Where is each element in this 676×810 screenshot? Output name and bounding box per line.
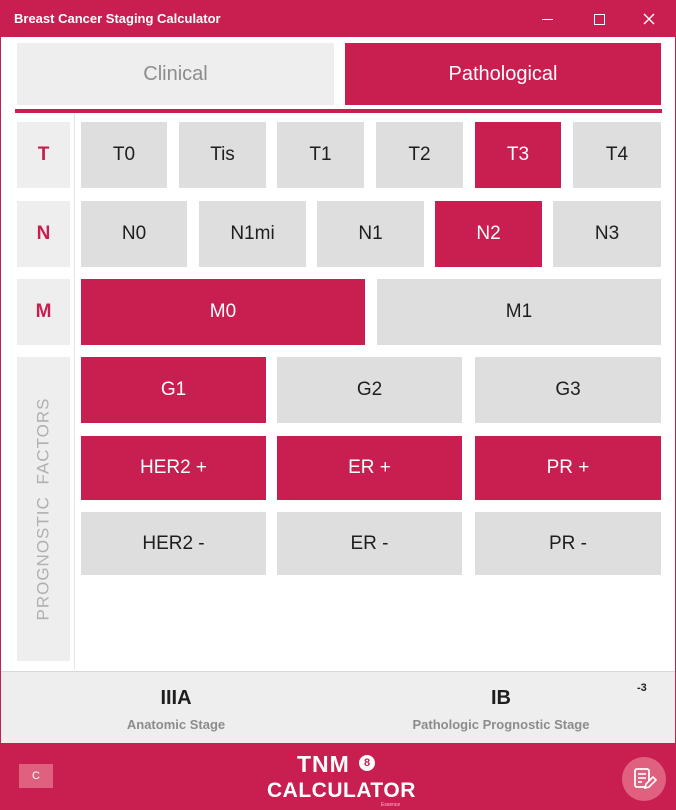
t-option-t2[interactable]: T2 xyxy=(376,122,463,188)
t-option-tis[interactable]: Tis xyxy=(179,122,266,188)
m-option-m0[interactable]: M0 xyxy=(81,279,365,345)
tnm-calculator-logo xyxy=(263,749,416,808)
title-bar xyxy=(1,1,675,37)
divider xyxy=(74,114,75,669)
n-option-n2[interactable]: N2 xyxy=(435,201,542,267)
her2-negative-button[interactable]: HER2 - xyxy=(81,512,266,575)
footer-bar xyxy=(1,743,675,809)
tab-pathological-label: Pathological xyxy=(448,62,558,85)
note-edit-icon xyxy=(631,766,657,792)
prognostic-factors-label xyxy=(17,357,70,661)
stage-superscript: -3 xyxy=(637,682,647,694)
t-option-t0[interactable]: T0 xyxy=(81,122,167,188)
anatomic-stage-caption: Anatomic Stage xyxy=(126,717,226,732)
logo-edition-badge: 8 xyxy=(359,755,375,771)
prognostic-factors-text: PROGNOSTIC FACTORS xyxy=(33,397,53,621)
close-icon xyxy=(643,13,655,25)
minimize-icon xyxy=(542,19,553,20)
prognostic-stage-caption: Pathologic Prognostic Stage xyxy=(412,717,590,732)
t-option-t3[interactable]: T3 xyxy=(475,122,561,188)
tab-clinical[interactable] xyxy=(17,43,334,105)
n-option-n1[interactable]: N1 xyxy=(317,201,424,267)
tab-underline xyxy=(15,109,662,113)
window-title: Breast Cancer Staging Calculator xyxy=(14,11,221,26)
maximize-icon xyxy=(594,14,605,25)
grade-option-g2[interactable]: G2 xyxy=(277,357,462,423)
her2-positive-button[interactable]: HER2 + xyxy=(81,436,266,500)
t-option-t1[interactable]: T1 xyxy=(277,122,364,188)
prognostic-stage-value: IB xyxy=(491,687,511,709)
pr-positive-button[interactable]: PR + xyxy=(475,436,661,500)
logo-tnm-text: TNM xyxy=(297,751,350,777)
grade-option-g3[interactable]: G3 xyxy=(475,357,661,423)
t-label: T xyxy=(17,122,70,188)
notes-button[interactable] xyxy=(622,757,666,801)
tab-pathological[interactable] xyxy=(345,43,661,105)
er-negative-button[interactable]: ER - xyxy=(277,512,462,575)
c-button[interactable]: C xyxy=(19,764,53,788)
t-option-t4[interactable]: T4 xyxy=(573,122,661,188)
er-positive-button[interactable]: ER + xyxy=(277,436,462,500)
maximize-button[interactable] xyxy=(576,1,622,37)
tab-clinical-label: Clinical xyxy=(143,62,208,85)
n-label: N xyxy=(17,201,70,267)
m-option-m1[interactable]: M1 xyxy=(377,279,661,345)
n-option-n3[interactable]: N3 xyxy=(553,201,661,267)
n-option-n0[interactable]: N0 xyxy=(81,201,187,267)
m-label: M xyxy=(17,279,70,345)
pr-negative-button[interactable]: PR - xyxy=(475,512,661,575)
minimize-button[interactable] xyxy=(524,1,570,37)
logo-calculator-text: CALCULATOR xyxy=(267,779,416,802)
results-panel xyxy=(1,671,675,743)
anatomic-stage-value: IIIA xyxy=(160,687,192,709)
close-button[interactable] xyxy=(626,1,672,37)
n-option-n1mi[interactable]: N1mi xyxy=(199,201,306,267)
logo-edition-text: Essence xyxy=(381,802,401,808)
grade-option-g1[interactable]: G1 xyxy=(81,357,266,423)
